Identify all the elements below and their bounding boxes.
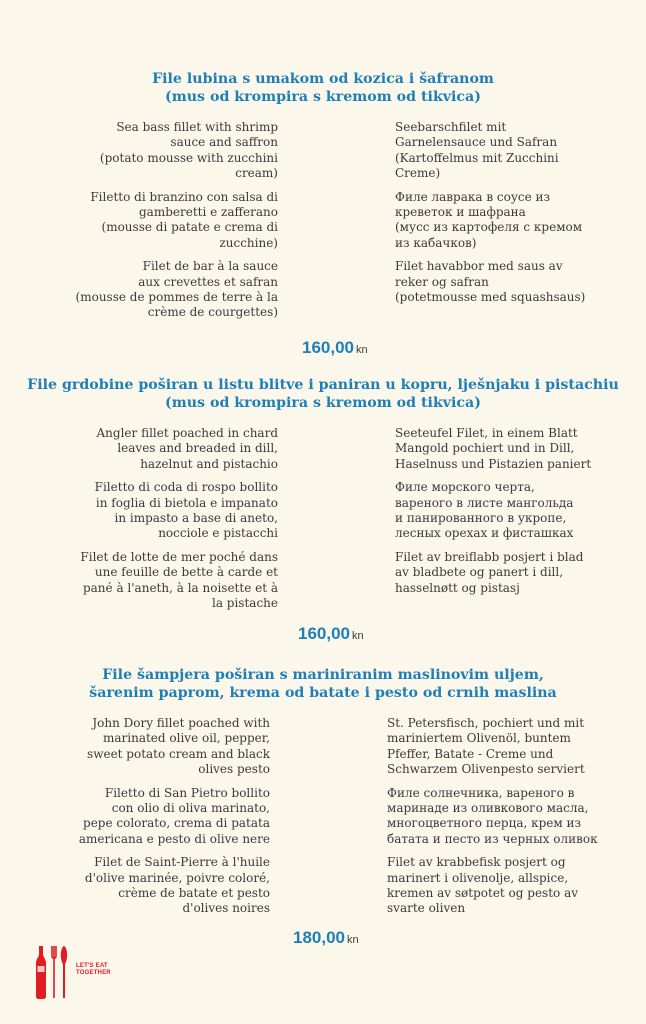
desc-italian: Filetto di San Pietro bollito con olio di oliva marinato, pepe colorato, crema di patata americana e pesto di olive nere <box>78 785 270 846</box>
desc-italian: Filetto di coda di rospo bollito in foglia di bietola e impanato in impasto a base di aneto, nocciole e pistacchi <box>94 480 278 541</box>
desc-english: John Dory fillet poached with marinated olive oil, pepper, sweet potato cream and black olives pesto <box>87 716 270 777</box>
desc-norwegian: Filet av krabbefisk posjert og marinert i olivenolje, allspice, kremen av søtpotet og pesto av svarte oliven <box>387 855 579 916</box>
dish-title-line2: (mus od krompira s kremom od tikvica) <box>165 89 481 105</box>
price-amount: 160,00 <box>298 624 350 643</box>
dish-title-line1: File lubina s umakom od kozica i šafranom <box>152 71 494 87</box>
desc-english: Sea bass fillet with shrimp sauce and saffron (potato mousse with zucchini cream) <box>99 120 278 181</box>
desc-german: Seeteufel Filet, in einem Blatt Mangold pochiert und in Dill, Haselnuss und Pistazien paniert <box>395 426 592 471</box>
dish-section-1 <box>0 70 646 357</box>
bottle-and-cutlery-icon <box>34 944 74 1000</box>
desc-french: Filet de Saint-Pierre à l'huile d'olive marinée, poivre coloré, crème de batate et pesto d'olives noires <box>84 855 270 916</box>
dish-right-column <box>387 716 599 925</box>
price-currency: kn <box>347 934 359 946</box>
desc-russian: Филе морского черта, вареного в листе мангольда и панированного в укропе, лесных орехах и фисташках <box>395 480 574 541</box>
dish-title-line2: (mus od krompira s kremom od tikvica) <box>165 395 481 411</box>
dish-price <box>302 338 368 358</box>
price-currency: kn <box>356 344 368 356</box>
desc-french: Filet de bar à la sauce aux crevettes et safran (mousse de pommes de terre à la crème de courgettes) <box>75 259 278 320</box>
desc-german: Seebarschfilet mit Garnelensauce und Safran (Kartoffelmus mit Zucchini Creme) <box>395 120 559 181</box>
desc-russian: Филе солнечника, вареного в маринаде из оливкового масла, многоцветного перца, крем из батата и песто из черных оливок <box>387 785 598 846</box>
desc-german: St. Petersfisch, pochiert und mit mariniertem Olivenöl, buntem Pfeffer, Batate - Creme und Schwarzem Olivenpesto serviert <box>387 716 585 777</box>
brand-logo <box>34 944 124 1000</box>
dish-title-line1: File grdobine poširan u listu blitve i paniran u kopru, lješnjaku i pistachiu <box>27 377 619 393</box>
price-amount: 180,00 <box>293 928 345 947</box>
dish-price <box>293 928 359 948</box>
logo-text: LET'S EAT TOGETHER <box>76 963 111 976</box>
desc-italian: Filetto di branzino con salsa di gamberetti e zafferano (mousse di patate e crema di zucchine) <box>90 189 278 250</box>
dish-left-column <box>72 426 278 619</box>
desc-norwegian: Filet av breiflabb posjert i blad av bladbete og panert i dill, hasselnøtt og pistasj <box>395 549 584 595</box>
dish-left-column <box>64 716 270 925</box>
desc-norwegian: Filet havabbor med saus av reker og safran (potetmousse med squashsaus) <box>395 259 586 305</box>
dish-right-column <box>395 426 607 604</box>
dish-left-column <box>72 120 278 329</box>
price-currency: kn <box>352 630 364 642</box>
dish-title-line1: File šampjera poširan s mariniranim maslinovim uljem, <box>102 667 544 683</box>
desc-english: Angler fillet poached in chard leaves and breaded in dill, hazelnut and pistachio <box>96 426 278 471</box>
desc-russian: Филе лавракa в соусе из креветок и шафрана (мусс из картофеля с кремом из кабачков) <box>395 189 583 250</box>
desc-french: Filet de lotte de mer poché dans une feuille de bette à carde et pané à l'aneth, à la noisette et à la pistache <box>80 549 278 611</box>
dish-right-column <box>395 120 607 313</box>
dish-section-3 <box>0 666 646 947</box>
dish-title-line2: šarenim paprom, krema od batate i pesto od crnih maslina <box>89 685 557 701</box>
dish-section-2 <box>0 376 646 643</box>
price-amount: 160,00 <box>302 338 354 357</box>
dish-price <box>298 624 364 644</box>
